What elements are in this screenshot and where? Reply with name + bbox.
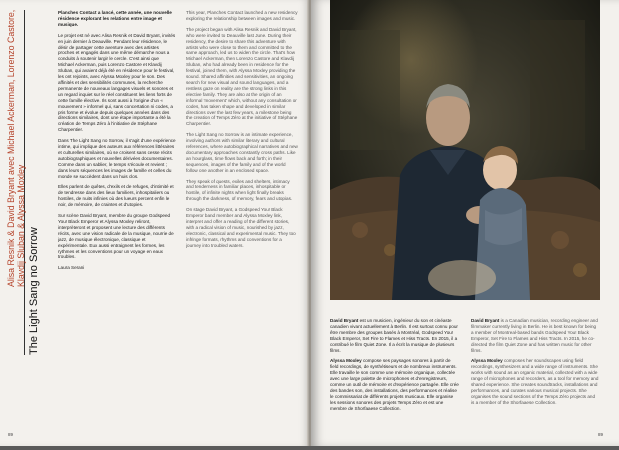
paragraph: Planches Contact a lancé, cette année, une nouvelle résidence explorant les relations entre image et musique.: [58, 10, 172, 27]
paragraph: The project began with Alisa Resnik and David Bryant, who were invited to Deauville last June. During their residency, the desire to share this adventure with artists who were close to them and committed to the same approach, led us to widen the circle. That's how Michael Ackerman, then Lorenzo Castore and Klavdij Sluban, who had already been in residence for the festival, joined them, with Alyssa Moxley providing the sound. Shared affinities and sensitivities, an ongoing search for new visual and sound languages, and a restless gaze on reality are the strong links in this elective family. They are also at the origin of an informal 'movement' which, without any consultation or codes, has taken shape and developed in similar directions over the last few years, a milestone being the creation of Temps Zéro at the initiative of Stéphane Charpentier.: [186, 26, 298, 127]
bio-text: compose ses paysages sonores à partir de field recordings, de synthétiseurs et de nombreux instruments. Elle travaille le son comme une mémoire organique, collectée avec une large palette de microphones et d'enregistreurs, comme un outil de mémoire et d'expérience partagée. Elle crée des bandes son, des installations, des performances et réalise le commissariat de différents projets musicaux. Elle organise les sessions sonores des projets Temps Zéro et est une membre de Shorfaaese Collection.: [330, 358, 459, 411]
french-bio-column: [330, 318, 460, 428]
english-bio-column: [471, 318, 599, 428]
french-column: [58, 10, 176, 350]
left-page: [0, 0, 309, 446]
author-signature: Laura Serani: [58, 265, 85, 271]
bio-name: David Bryant: [471, 318, 500, 323]
bio-paragraph: [330, 318, 460, 353]
paragraph: This year, Planches Contact launched a new residency exploring the relationship between images and music.: [186, 10, 298, 21]
bio-name: David Bryant: [330, 318, 359, 323]
bio-text: is a Canadian musician, recording engineer and filmmaker currently living in Berlin. He is best known for being a member of Montreal-based bands Godspeed You! Black Emperor, Set Fire to Flames and Hiss Tracts. In 2015, he co-directed the film Quiet Zone and has written music for other films.: [471, 318, 598, 353]
portrait-photo: [330, 0, 600, 300]
paragraph: The Light Sang no Sorrow is an intimate experience, involving authors with similar literary and cultural references, where autobiographical narratives and new documentary approaches constantly cross paths. Like an hourglass, time flows back and forth; in their sequences, images of the family and of the world follow one another in an enclosed space.: [186, 132, 298, 173]
bio-text: composes her soundscapes using field recordings, synthesizers and a wide range of instruments. She works with sound as an organic material, collected with a wide range of microphones and recorders, as a tool for memory and shared experience. She creates soundtracks, installations and performances, and curates various musical projects. She organises the sound sections of the Temps Zéro projects and is a member of the Shorfaaese Collection.: [471, 358, 599, 405]
page-number-left: 89: [8, 432, 14, 437]
paragraph: Dans The Light Sang no Sorrow, il s'agit d'une expérience intime, qui implique des auteurs aux références littéraires et culturelles similaires, où se croisent sans cesse récits autobiographiques et nouvelles dérivées documentaires. Comme dans un sablier, le temps s'écoule et revient ; dans leurs séquences les images de famille et celles du monde se succèdent dans un huis clos.: [58, 138, 176, 179]
bio-text: est un musicien, ingénieur du son et cinéaste canadien vivant actuellement à Berlin. Il est surtout connu pour être membre des groupes basés à Montréal, Godspeed You! Black Emperor, Set Fire to Flames et Hiss Tracts. En 2015, il a contribué le film Quiet Zone. Il a écrit la musique de plusieurs films.: [330, 318, 458, 353]
page-number-right: 89: [598, 432, 604, 437]
article-title: The Light Sang no Sorrow: [28, 227, 40, 355]
paragraph: They speak of quests, exiles and shelters, intimacy and tenderness in familiar places, inhospitable or hostile, of infinite nights when light finally breaks through the darkness, of memory, fears and utopias.: [186, 178, 293, 202]
article-credits: Alisa Resnik & David Bryant avec Michael Ackerman, Lorenzo Castore, Klavdij Sluban & Alyssa Moxley: [6, 10, 26, 287]
bio-paragraph: [471, 318, 599, 353]
bio-name: Alyssa Moxley: [471, 358, 503, 364]
photo-image: [330, 0, 600, 300]
paragraph: Elles parlent de quêtes, d'exils et de refuges, d'intimité et de tendresse dans des lieux familiers, inhospitaliers ou hostiles, de nuits infinies où des lueurs percent enfin le noir, de mémoire, de craintes et d'utopies.: [58, 184, 174, 208]
vertical-title-block: [6, 10, 44, 355]
bio-paragraph: [330, 358, 460, 411]
paragraph: Le projet est né avec Alisa Resnik et David Bryant, invités en juin dernier à Deauville. Pendant leur résidence, le désir de partager cette aventure avec des artistes proches et engagés dans une même démarche nous a conduits à soutenir largir le cercle. C'est ainsi que Michael Ackerman, puis Lorenzo Castore et Klavdij Sluban, qui avaient déjà été en résidence pour le festival, les ont rejoints, avec Alyssa Moxley pour le son. Des affinités et des sensibilités communes, la recherche permanente de nouveaux langages visuels et sonores et un regard inquiet sur le réel constituent les liens forts de cette famille élective. Ils sont aussi à l'origine d'un « mouvement » informel qui, sans concertation ni codes, a pris forme et évolue depuis quelques années dans des directions similaires, dont une étape importante a été la création de Temps Zéro à l'initiative de Stéphane Charpentier.: [58, 32, 176, 133]
paragraph: Sur scène David Bryant, membre du groupe Godspeed You! Black Emperor et Alyssa Moxley reliront, interprèteront et proposent une lecture des différents récits, avec une vision radicale de la musique, nourrie de jazz, de musique électronique, classique et expérimentale. Eux aussi entraignent les formes, les rythmes et les conventions pour un voyage en eaux troubles.: [58, 213, 174, 260]
bio-name: Alyssa Moxley: [330, 358, 362, 364]
bio-paragraph: [471, 358, 599, 405]
paragraph: On stage David Bryant, a Godspeed You! Black Emperor band member and Alyssa Moxley link, interpret and offer a reading of the different stories, with a radical vision of music, nourished by jazz, electronic, classical and experimental music. They too infringe formats, rhythms and conventions for a journey into troubled waters.: [186, 207, 296, 248]
english-column: [186, 10, 298, 350]
